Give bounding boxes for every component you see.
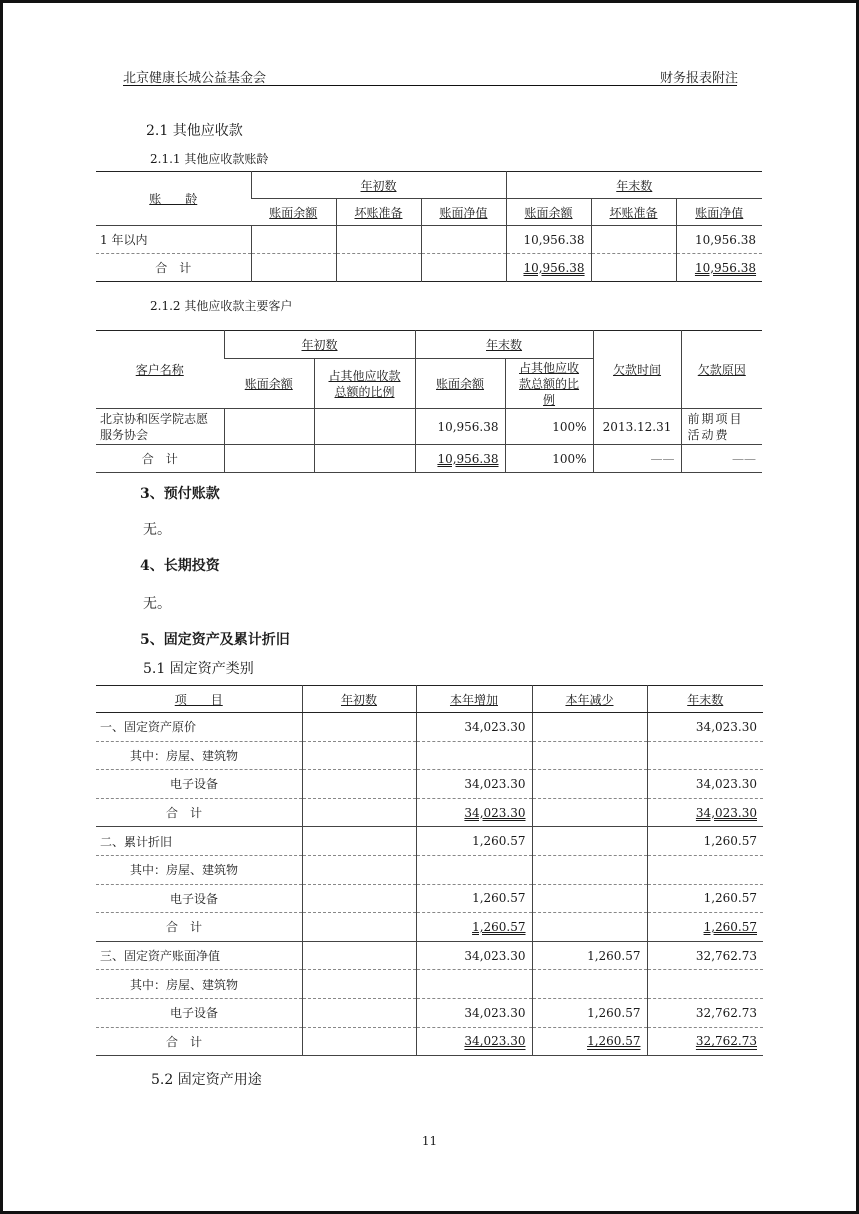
cell: 10,956.38 <box>676 226 762 254</box>
row-label: 合 计 <box>96 913 302 942</box>
cell: 32,762.73 <box>647 1027 763 1056</box>
section-2-1-1-title: 2.1.1 其他应收款账龄 <box>150 152 269 166</box>
total-row <box>96 798 763 827</box>
cell <box>302 913 416 942</box>
cell: —— <box>681 445 762 473</box>
cell <box>302 827 416 856</box>
table-row <box>96 409 762 445</box>
col-reason-header: 欠款原因 <box>681 331 762 409</box>
cell <box>532 884 647 913</box>
cell: 1,260.57 <box>647 827 763 856</box>
cell: 1,260.57 <box>647 884 763 913</box>
cell <box>302 884 416 913</box>
cell <box>224 409 314 445</box>
col-decrease-header: 本年减少 <box>532 686 647 713</box>
total-row <box>96 1027 763 1056</box>
col-customer-header: 客户名称 <box>96 331 224 409</box>
cell <box>647 741 763 770</box>
cell <box>302 941 416 970</box>
cell <box>302 770 416 799</box>
cell <box>336 254 421 282</box>
cell: —— <box>593 445 681 473</box>
row-label: 合 计 <box>96 798 302 827</box>
sub-header: 账面净值 <box>421 199 506 226</box>
row-label: 其中：房屋、建筑物 <box>96 741 302 770</box>
section-3-body: 无。 <box>143 522 171 538</box>
cell: 32,762.73 <box>647 941 763 970</box>
cell <box>251 254 336 282</box>
cell <box>302 798 416 827</box>
cell: 34,023.30 <box>416 998 532 1027</box>
sub-header: 坏账准备 <box>336 199 421 226</box>
col-item-header: 项 目 <box>96 686 302 713</box>
total-row <box>96 254 762 282</box>
cell: 34,023.30 <box>647 770 763 799</box>
cell: 100% <box>505 409 593 445</box>
cell <box>532 741 647 770</box>
header-org: 北京健康长城公益基金会 <box>123 71 267 86</box>
row-label: 其中：房屋、建筑物 <box>96 855 302 884</box>
cell <box>302 1027 416 1056</box>
total-row <box>96 445 762 473</box>
cell: 1,260.57 <box>647 913 763 942</box>
header-rule <box>123 85 737 86</box>
cell <box>591 254 676 282</box>
receivables-customers-table <box>96 330 762 473</box>
cell: 1,260.57 <box>532 998 647 1027</box>
cell: 1,260.57 <box>532 941 647 970</box>
col-begin-header: 年初数 <box>251 172 506 199</box>
row-label: 二、累计折旧 <box>96 827 302 856</box>
col-increase-header: 本年增加 <box>416 686 532 713</box>
cell <box>416 855 532 884</box>
section-4-title: 4、长期投资 <box>140 558 220 574</box>
row-label: 合 计 <box>96 445 224 473</box>
table-row <box>96 941 763 970</box>
table-row <box>96 770 763 799</box>
cell: 32,762.73 <box>647 998 763 1027</box>
table-row <box>96 855 763 884</box>
cell <box>532 798 647 827</box>
cell <box>302 855 416 884</box>
cell <box>224 445 314 473</box>
fixed-assets-table <box>96 685 763 1056</box>
cell <box>532 970 647 999</box>
col-end-header: 年末数 <box>647 686 763 713</box>
cell <box>416 970 532 999</box>
section-2-1-2-title: 2.1.2 其他应收款主要客户 <box>150 299 293 313</box>
cell <box>314 445 415 473</box>
row-label: 合 计 <box>96 1027 302 1056</box>
cell: 10,956.38 <box>415 445 505 473</box>
row-label: 合 计 <box>96 254 251 282</box>
cell <box>251 226 336 254</box>
section-5-2-title: 5.2 固定资产用途 <box>151 1072 262 1088</box>
receivables-aging-table <box>96 171 762 282</box>
cell <box>591 226 676 254</box>
col-begin-header: 年初数 <box>224 331 415 359</box>
row-label: 北京协和医学院志愿服务协会 <box>96 409 224 445</box>
total-row <box>96 913 763 942</box>
sub-header: 账面余额 <box>224 359 314 409</box>
cell: 1,260.57 <box>416 913 532 942</box>
table-row <box>96 741 763 770</box>
section-3-title: 3、预付账款 <box>140 486 220 502</box>
sub-header: 占其他应收款总额的比例 <box>505 359 593 409</box>
row-label: 电子设备 <box>96 884 302 913</box>
cell: 34,023.30 <box>647 798 763 827</box>
col-end-header: 年末数 <box>506 172 762 199</box>
cell: 34,023.30 <box>416 770 532 799</box>
cell: 1,260.57 <box>416 884 532 913</box>
section-2-1-title: 2.1 其他应收款 <box>146 123 243 139</box>
cell: 100% <box>505 445 593 473</box>
row-label: 三、固定资产账面净值 <box>96 941 302 970</box>
col-age-header: 账 龄 <box>96 172 251 226</box>
cell: 34,023.30 <box>416 1027 532 1056</box>
header-doc-title: 财务报表附注 <box>659 71 738 86</box>
cell: 10,956.38 <box>676 254 762 282</box>
cell <box>314 409 415 445</box>
cell: 10,956.38 <box>415 409 505 445</box>
section-5-1-title: 5.1 固定资产类别 <box>143 661 254 677</box>
cell <box>532 770 647 799</box>
cell <box>302 970 416 999</box>
cell: 10,956.38 <box>506 254 591 282</box>
sub-header: 占其他应收款总额的比例 <box>314 359 415 409</box>
sub-header: 账面余额 <box>506 199 591 226</box>
cell <box>532 827 647 856</box>
col-end-header: 年末数 <box>415 331 593 359</box>
row-label: 电子设备 <box>96 770 302 799</box>
page-number: 11 <box>421 1134 438 1148</box>
row-label: 一、固定资产原价 <box>96 713 302 742</box>
cell <box>421 254 506 282</box>
table-row <box>96 827 763 856</box>
row-label: 其中：房屋、建筑物 <box>96 970 302 999</box>
cell: 34,023.30 <box>647 713 763 742</box>
sub-header: 坏账准备 <box>591 199 676 226</box>
section-5-title: 5、固定资产及累计折旧 <box>140 632 290 648</box>
cell: 10,956.38 <box>506 226 591 254</box>
section-4-body: 无。 <box>143 596 171 612</box>
table-row <box>96 884 763 913</box>
cell: 34,023.30 <box>416 713 532 742</box>
sub-header: 账面余额 <box>415 359 505 409</box>
cell: 34,023.30 <box>416 798 532 827</box>
row-label: 电子设备 <box>96 998 302 1027</box>
table-row <box>96 998 763 1027</box>
cell: 前期项目活动费 <box>681 409 762 445</box>
cell <box>302 713 416 742</box>
cell: 1,260.57 <box>416 827 532 856</box>
cell <box>532 713 647 742</box>
sub-header: 账面余额 <box>251 199 336 226</box>
table-row <box>96 970 763 999</box>
cell <box>421 226 506 254</box>
col-begin-header: 年初数 <box>302 686 416 713</box>
cell: 1,260.57 <box>532 1027 647 1056</box>
cell <box>336 226 421 254</box>
cell <box>532 913 647 942</box>
cell: 34,023.30 <box>416 941 532 970</box>
col-time-header: 欠款时间 <box>593 331 681 409</box>
cell: 2013.12.31 <box>593 409 681 445</box>
cell <box>532 855 647 884</box>
cell <box>302 741 416 770</box>
row-label: 1 年以内 <box>96 226 251 254</box>
cell <box>647 970 763 999</box>
sub-header: 账面净值 <box>676 199 762 226</box>
cell <box>302 998 416 1027</box>
table-row <box>96 713 763 742</box>
cell <box>647 855 763 884</box>
table-row <box>96 226 762 254</box>
cell <box>416 741 532 770</box>
